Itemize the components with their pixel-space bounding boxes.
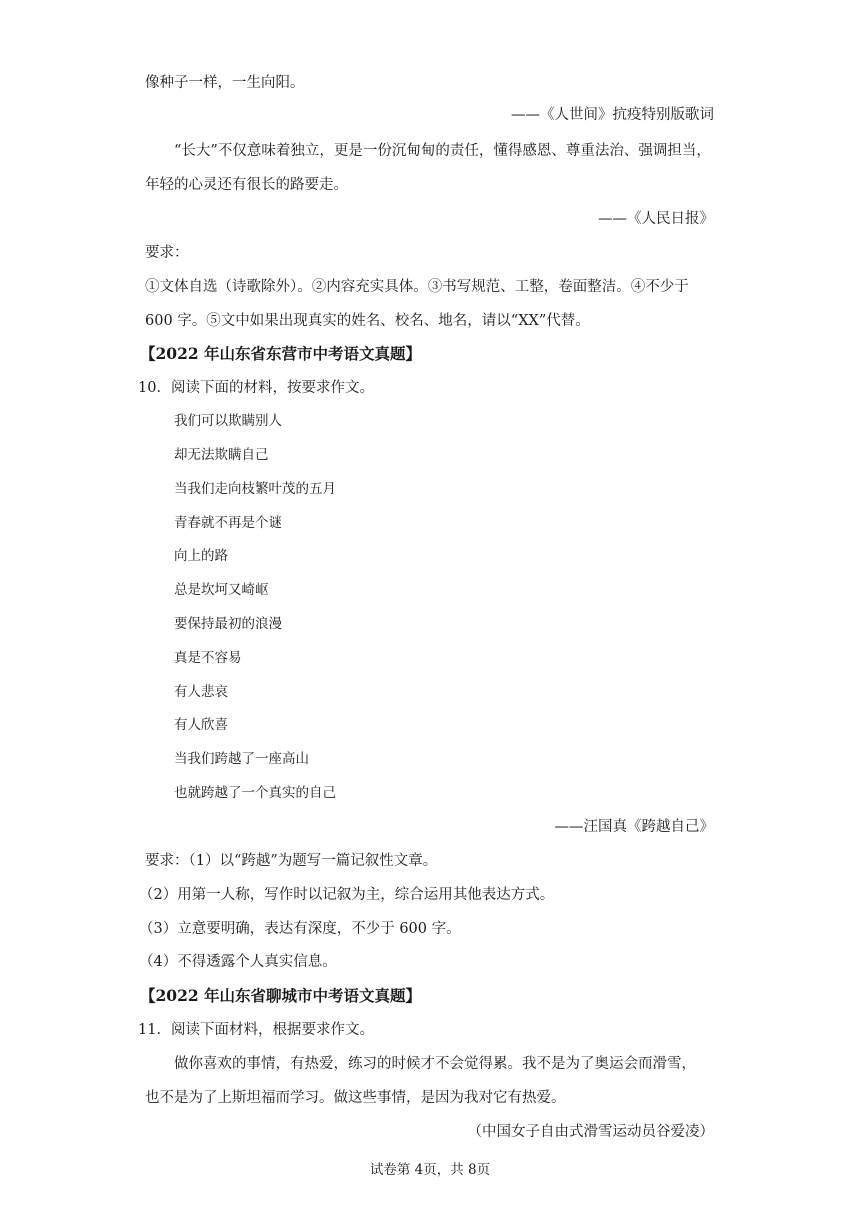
requirement-4: （4）不得透露个人真实信息。 <box>139 954 337 970</box>
poem-line: 却无法欺瞒自己 <box>174 447 269 463</box>
material-source: （中国女子自由式滑雪运动员谷爱凌） <box>467 1124 714 1140</box>
poem-line: 总是坎坷又崎岖 <box>174 582 269 598</box>
question-11: 11．阅读下面材料，根据要求作文。 <box>138 1022 374 1038</box>
requirements-line-1: ①文体自选（诗歌除外）。②内容充实具体。③书写规范、工整，卷面整洁。④不少于 <box>145 279 689 295</box>
poem-line: 当我们走向枝繁叶茂的五月 <box>174 481 336 497</box>
requirement-2: （2）用第一人称，写作时以记叙为主，综合运用其他表达方式。 <box>139 887 555 903</box>
poem-line: 向上的路 <box>174 548 228 564</box>
poem-line: 要保持最初的浪漫 <box>174 616 282 632</box>
poem-line: 也就跨越了一个真实的自己 <box>174 785 336 801</box>
poem-line: 真是不容易 <box>174 650 242 666</box>
page-footer: 试卷第 4页，共 8页 <box>369 1162 491 1178</box>
requirement-3: （3）立意要明确，表达有深度，不少于 600 字。 <box>139 921 461 937</box>
quote-source: ——《人民日报》 <box>598 211 714 227</box>
material-line-2: 也不是为了上斯坦福而学习。做这些事情，是因为我对它有热爱。 <box>145 1090 566 1106</box>
poem-source: ——汪国真《跨越自己》 <box>554 819 714 835</box>
requirements-line-2: 600 字。⑤文中如果出现真实的姓名、校名、地名，请以“XX”代替。 <box>145 313 590 329</box>
poem-line: 有人欣喜 <box>174 717 228 733</box>
lyric-line: 像种子一样，一生向阳。 <box>145 75 305 91</box>
quote-line-1: “长大”不仅意味着独立，更是一份沉甸甸的责任，懂得感恩、尊重法治、强调担当， <box>174 143 711 159</box>
section-heading-dongying: 【2022 年山东省东营市中考语文真题】 <box>140 344 422 363</box>
poem-line: 青春就不再是个谜 <box>174 515 282 531</box>
poem-line: 我们可以欺瞒别人 <box>174 413 282 429</box>
quote-line-2: 年轻的心灵还有很长的路要走。 <box>145 177 348 193</box>
requirement-1: 要求：（1）以“跨越”为题写一篇记叙性文章。 <box>145 853 438 869</box>
requirements-label: 要求： <box>145 245 189 261</box>
question-10: 10．阅读下面的材料，按要求作文。 <box>138 380 374 396</box>
poem-line: 有人悲哀 <box>174 684 228 700</box>
lyric-source: ——《人世间》抗疫特别版歌词 <box>511 107 714 123</box>
poem-line: 当我们跨越了一座高山 <box>174 751 309 767</box>
section-heading-liaocheng: 【2022 年山东省聊城市中考语文真题】 <box>140 986 422 1005</box>
material-line-1: 做你喜欢的事情，有热爱，练习的时候才不会觉得累。我不是为了奥运会而滑雪， <box>174 1056 696 1072</box>
